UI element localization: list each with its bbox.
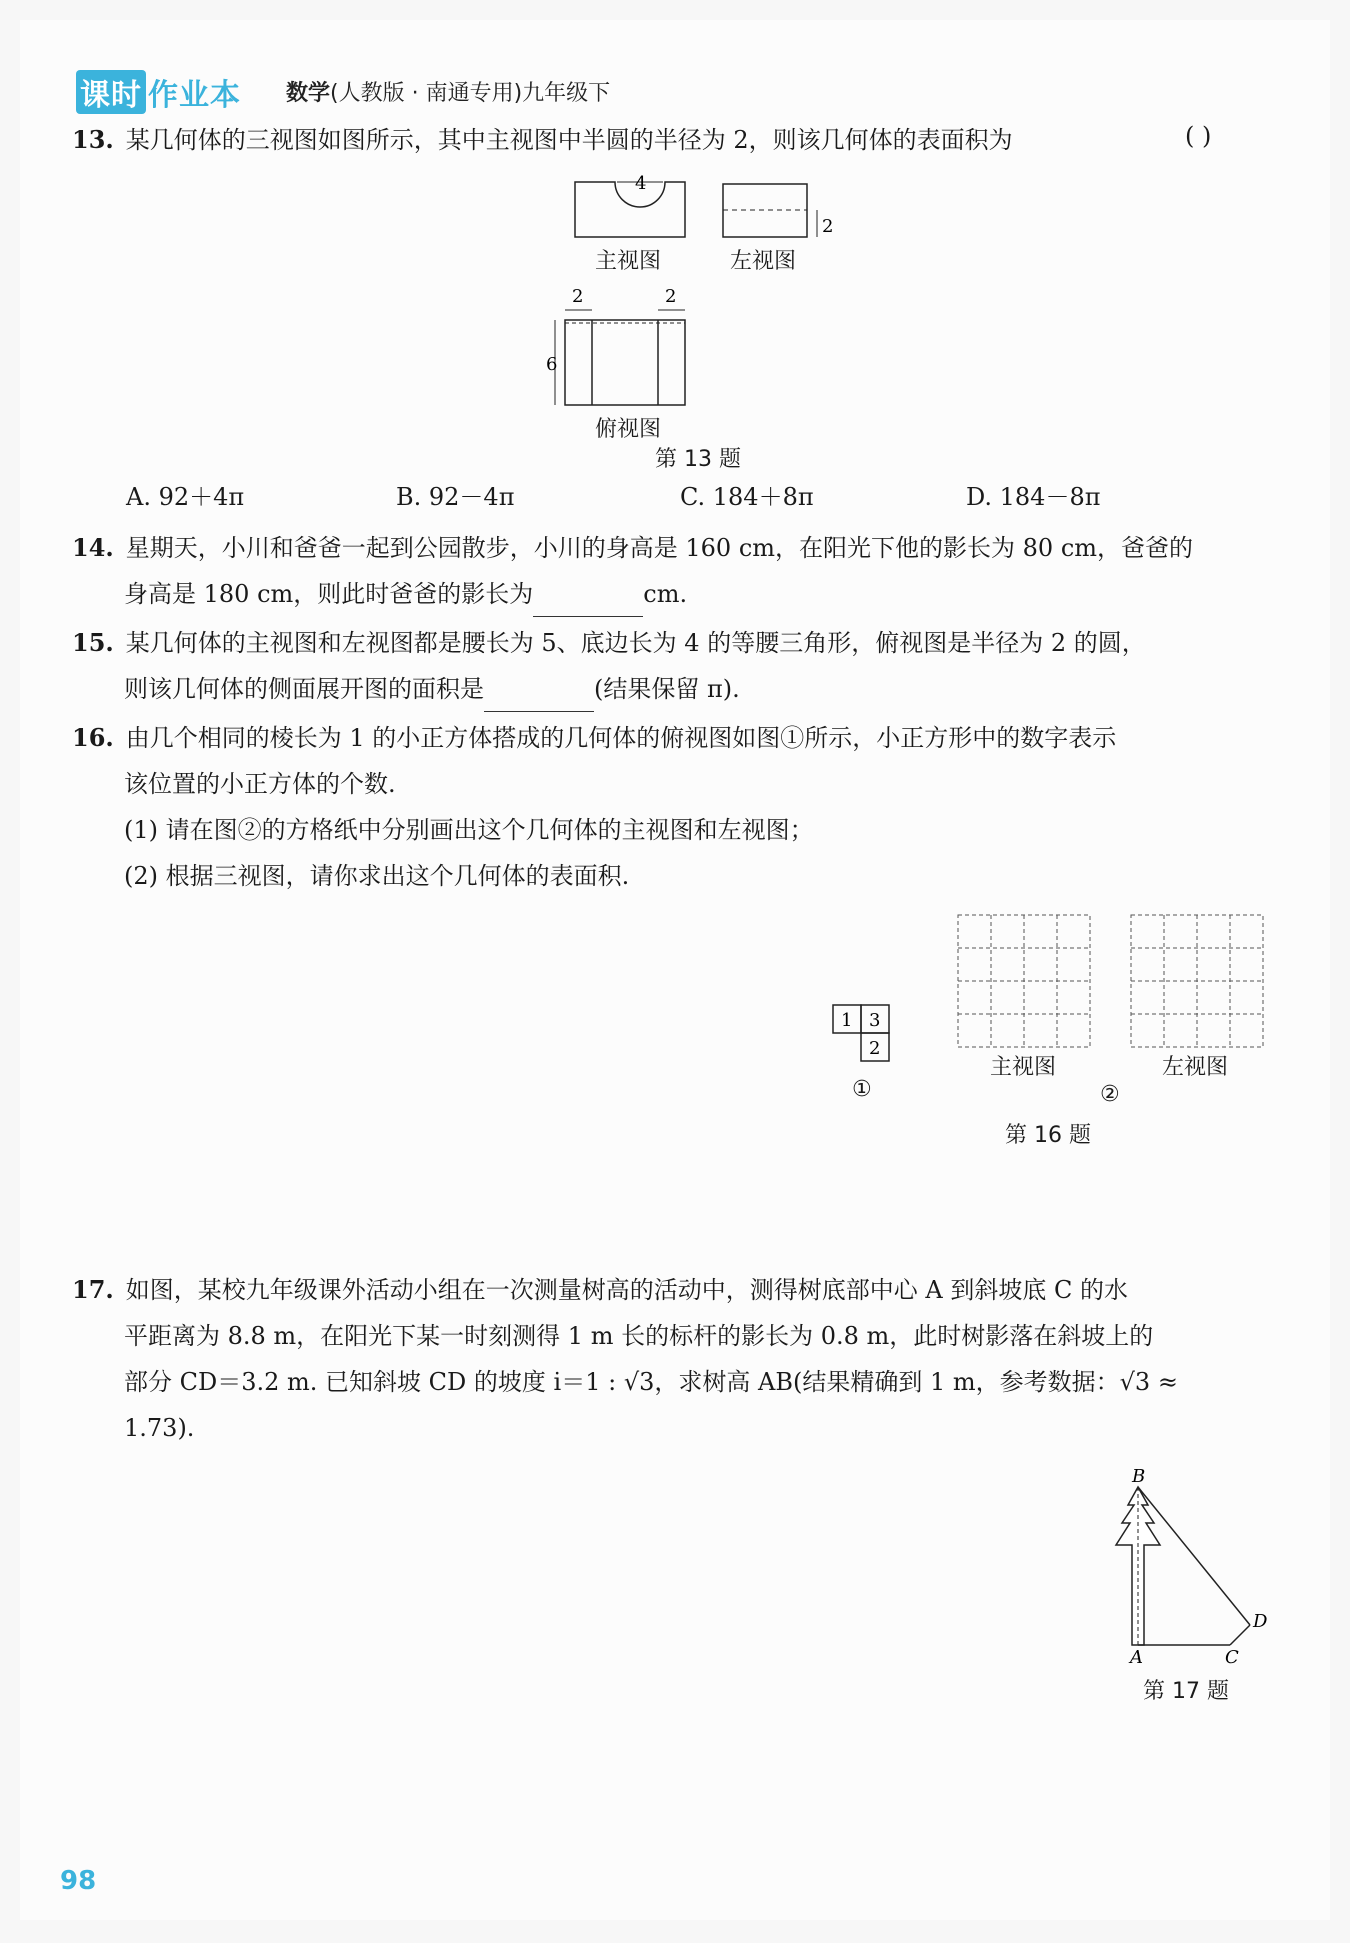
dim-label-6: 6 bbox=[546, 354, 558, 375]
question-13 bbox=[72, 117, 1272, 163]
brand-box: 课时 bbox=[76, 70, 146, 114]
sub-question-2: (2) 根据三视图，请你求出这个几何体的表面积. bbox=[124, 862, 630, 890]
cell-value: 3 bbox=[869, 1010, 881, 1031]
question-line: 身高是 180 cm，则此时爸爸的影长为 bbox=[124, 580, 534, 608]
question-number: 15. bbox=[72, 628, 114, 657]
fig1-label: ① bbox=[852, 1077, 872, 1102]
sub-question-1: (1) 请在图②的方格纸中分别画出这个几何体的主视图和左视图； bbox=[124, 816, 814, 844]
side-view-label: 左视图 bbox=[1162, 1055, 1229, 1080]
question-line: 某几何体的主视图和左视图都是腰长为 5、底边长为 4 的等腰三角形，俯视图是半径为 2 的圆， bbox=[125, 629, 1146, 657]
front-view-label: 主视图 bbox=[595, 249, 662, 274]
question-text: 某几何体的三视图如图所示，其中主视图中半圆的半径为 2，则该几何体的表面积为 bbox=[125, 126, 1013, 154]
question-15 bbox=[72, 620, 1272, 712]
question-number: 13. bbox=[72, 125, 114, 154]
top-view-label: 俯视图 bbox=[595, 417, 662, 442]
front-view-label: 主视图 bbox=[990, 1055, 1057, 1080]
question-line: 1.73). bbox=[124, 1414, 195, 1442]
point-a: A bbox=[1130, 1647, 1143, 1668]
top-view-shape bbox=[565, 320, 685, 405]
option-a: A. 92＋4π bbox=[126, 483, 245, 511]
side-view-label: 左视图 bbox=[730, 249, 797, 274]
dim-label-side-2: 2 bbox=[822, 216, 834, 237]
page-number: 98 bbox=[60, 1866, 97, 1896]
question-line: 则该几何体的侧面展开图的面积是 bbox=[124, 675, 484, 703]
option-b: B. 92－4π bbox=[396, 483, 515, 511]
question-line: cm. bbox=[643, 580, 688, 608]
header-subtitle bbox=[286, 76, 610, 107]
answer-paren: ( ) bbox=[1185, 122, 1212, 150]
dim-label-top-right: 2 bbox=[665, 286, 677, 307]
option-d: D. 184－8π bbox=[966, 483, 1101, 511]
dim-label-4: 4 bbox=[635, 173, 647, 194]
question-number: 16. bbox=[72, 723, 114, 752]
figure-caption-13: 第 13 题 bbox=[655, 447, 741, 472]
question-line: 平距离为 8.8 m，在阳光下某一时刻测得 1 m 长的标杆的影长为 0.8 m，此时树影落在斜坡上的 bbox=[124, 1322, 1154, 1350]
q13-figure bbox=[540, 170, 860, 430]
question-line: 该位置的小正方体的个数. bbox=[124, 770, 396, 798]
question-number: 17. bbox=[72, 1275, 114, 1304]
dim-label-top-left: 2 bbox=[572, 286, 584, 307]
figure-caption-16: 第 16 题 bbox=[1005, 1123, 1091, 1148]
header-edition: (人教版 · 南通专用)九年级下 bbox=[330, 81, 611, 106]
answer-blank[interactable] bbox=[533, 590, 643, 617]
question-line: 星期天，小川和爸爸一起到公园散步，小川的身高是 160 cm，在阳光下他的影长为 80 cm，爸爸的 bbox=[125, 534, 1194, 562]
brand-text: 作业本 bbox=[148, 78, 241, 113]
question-line: 如图，某校九年级课外活动小组在一次测量树高的活动中，测得树底部中心 A 到斜坡底 C 的水 bbox=[125, 1276, 1128, 1304]
question-16 bbox=[72, 715, 1272, 899]
cell-value: 1 bbox=[841, 1010, 853, 1031]
point-d: D bbox=[1253, 1611, 1268, 1632]
question-line: 部分 CD＝3.2 m. 已知斜坡 CD 的坡度 i＝1 : √3，求树高 AB(结果精确到 1 m，参考数据：√3 ≈ bbox=[124, 1368, 1178, 1396]
sun-ray-line bbox=[1138, 1487, 1250, 1625]
slope-line bbox=[1230, 1625, 1250, 1645]
header-subject: 数学 bbox=[286, 81, 331, 106]
figure-caption-17: 第 17 题 bbox=[1143, 1679, 1229, 1704]
front-view-shape bbox=[575, 182, 685, 237]
option-c: C. 184＋8π bbox=[680, 483, 814, 511]
brand-logo bbox=[76, 70, 241, 114]
question-line: (结果保留 π). bbox=[594, 675, 740, 703]
side-grid bbox=[1131, 915, 1263, 1047]
fig2-label: ② bbox=[1100, 1082, 1120, 1107]
cell-value: 2 bbox=[869, 1038, 881, 1059]
point-b: B bbox=[1132, 1466, 1146, 1487]
question-14 bbox=[72, 525, 1272, 617]
question-line: 由几个相同的棱长为 1 的小正方体搭成的几何体的俯视图如图①所示，小正方形中的数字表示 bbox=[125, 724, 1117, 752]
question-17 bbox=[72, 1267, 1272, 1451]
front-grid bbox=[958, 915, 1090, 1047]
question-number: 14. bbox=[72, 533, 114, 562]
point-c: C bbox=[1225, 1647, 1239, 1668]
answer-blank[interactable] bbox=[484, 685, 594, 712]
q17-figure bbox=[1100, 1465, 1280, 1670]
